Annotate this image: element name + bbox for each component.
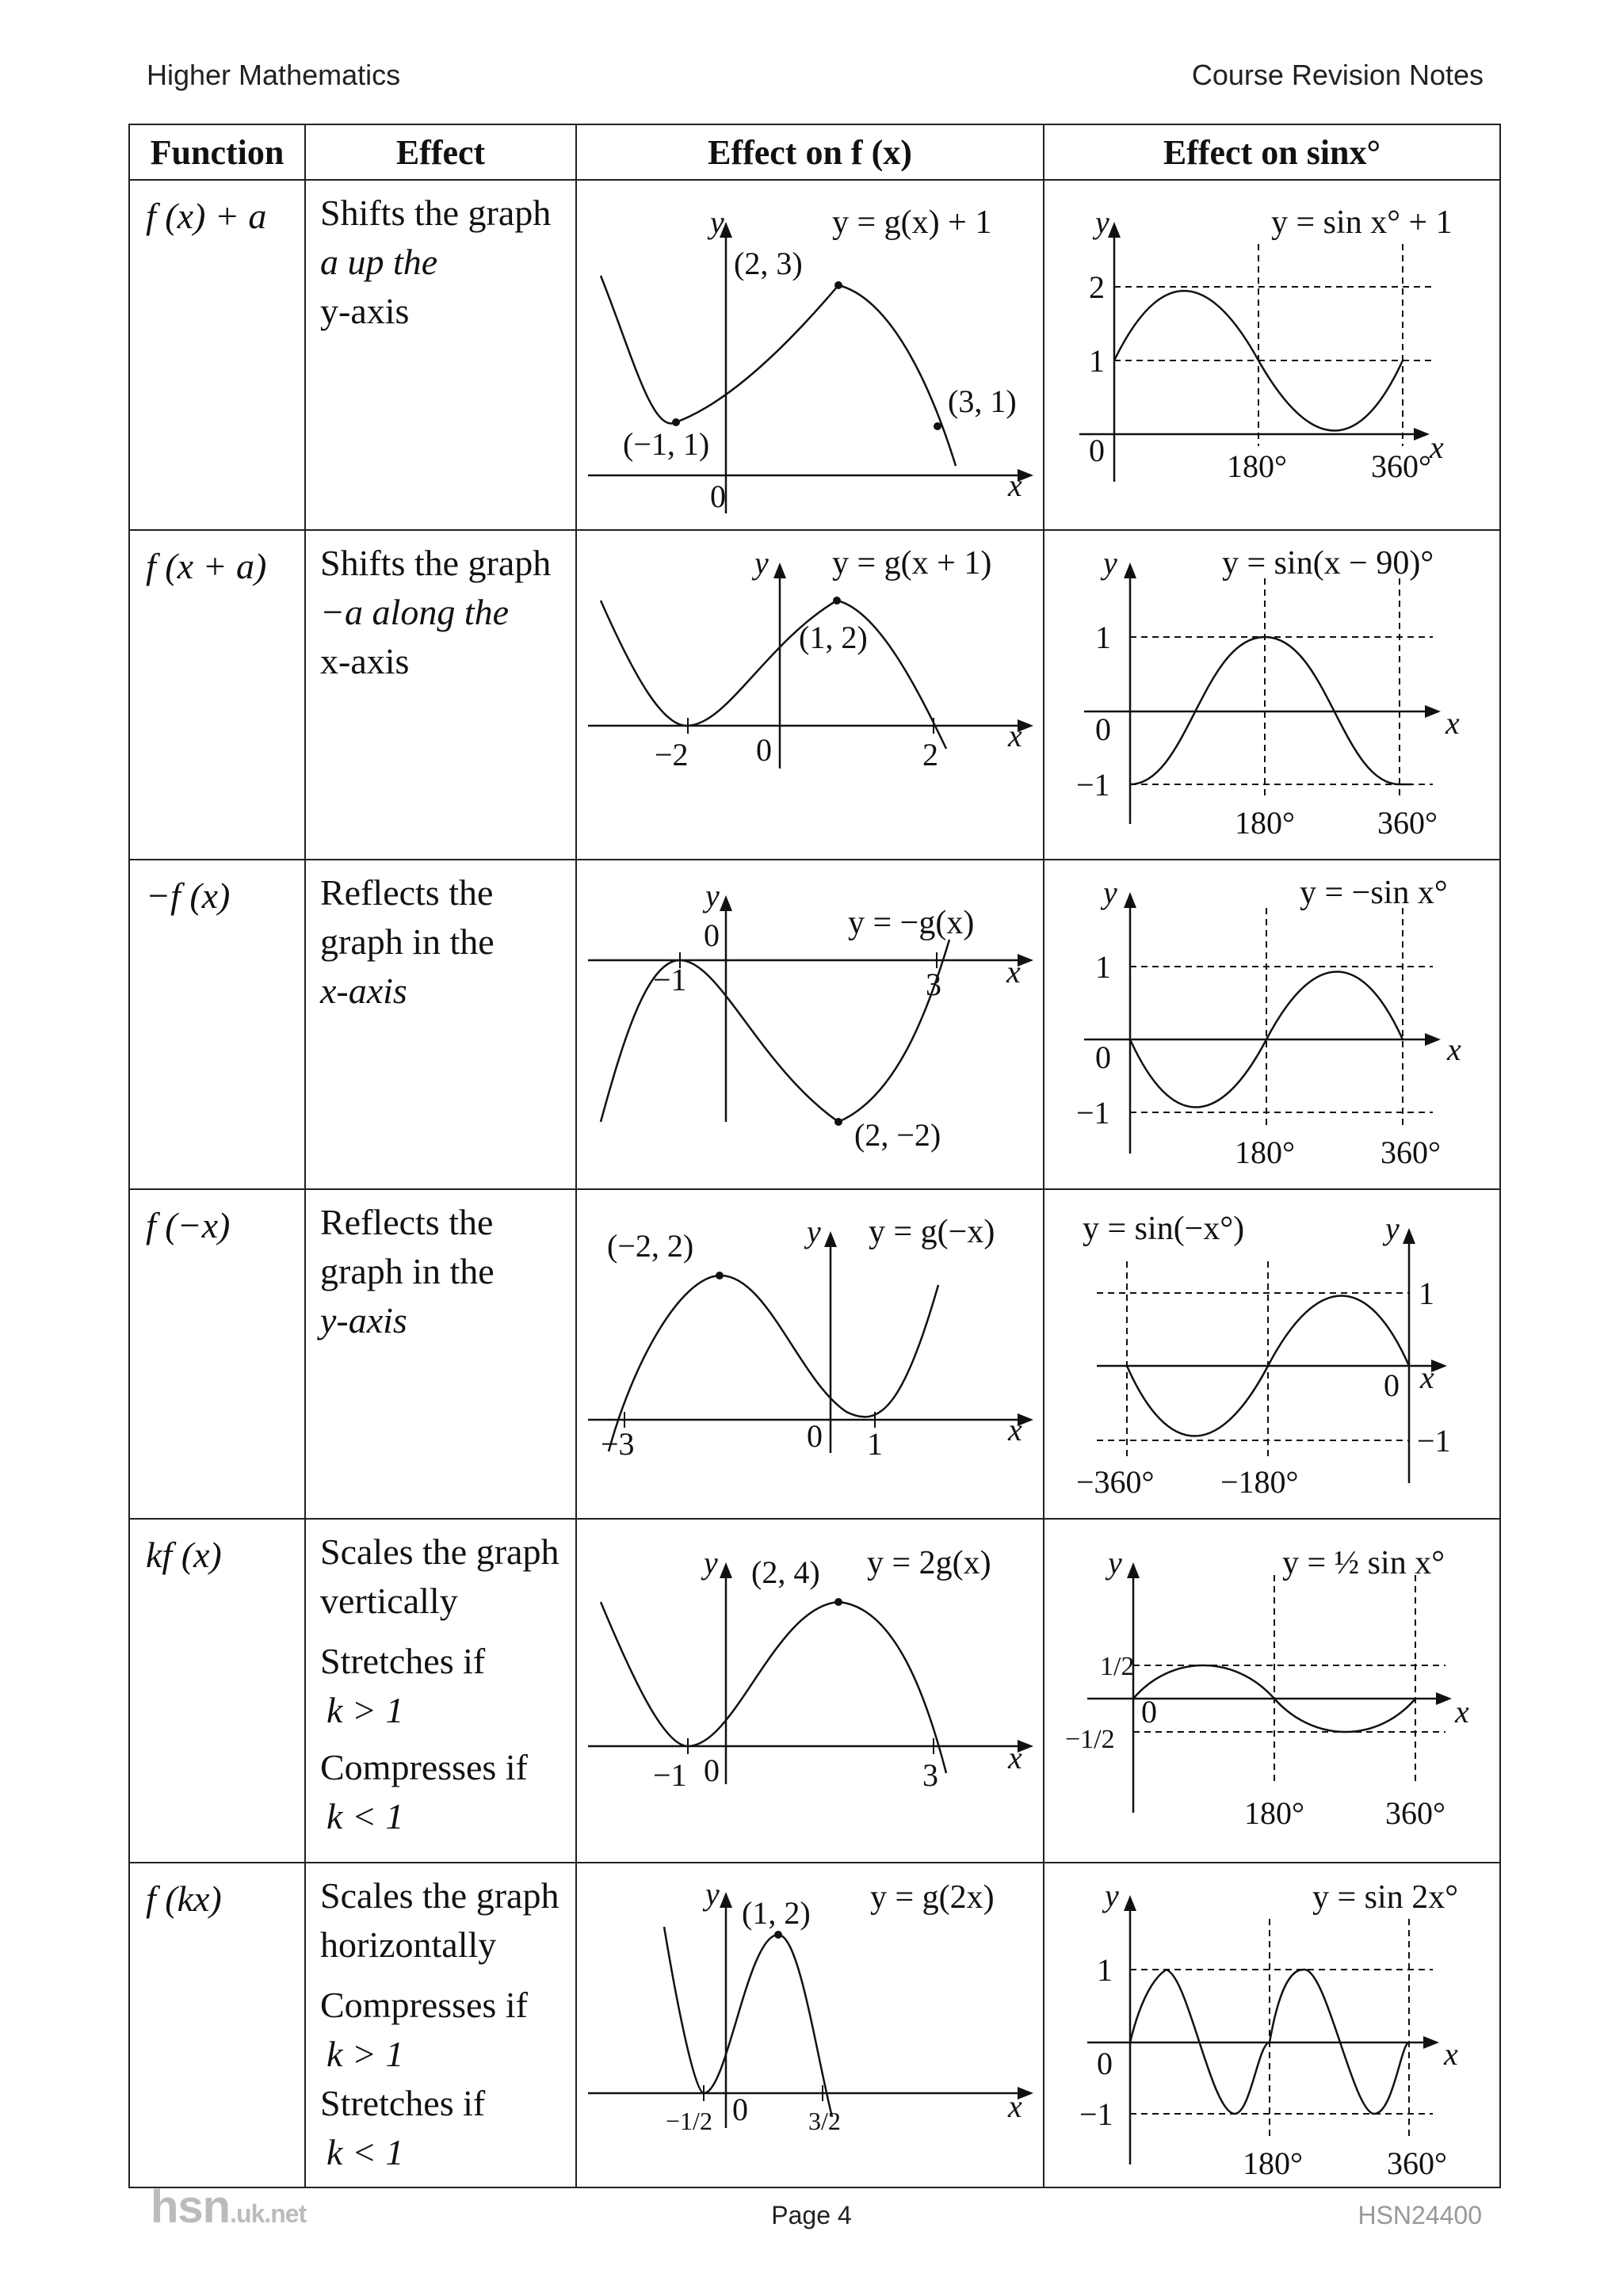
svg-text:x: x [1455, 1694, 1469, 1730]
svg-text:0: 0 [1095, 711, 1111, 747]
table-row [129, 1189, 1500, 1519]
svg-text:x: x [1008, 718, 1022, 753]
function-cell: f (x) + a [146, 196, 267, 236]
sin-graph [1044, 860, 1499, 1188]
table-header-row [129, 124, 1500, 180]
svg-text:y: y [1103, 545, 1117, 581]
svg-text:0: 0 [807, 1418, 823, 1454]
svg-text:x: x [1447, 1032, 1461, 1067]
svg-text:180°: 180° [1235, 805, 1295, 841]
svg-text:−360°: −360° [1076, 1464, 1155, 1500]
svg-text:y: y [705, 1876, 720, 1912]
svg-text:x: x [1008, 467, 1022, 503]
g-graph [577, 1520, 1043, 1862]
function-cell: f (kx) [146, 1878, 222, 1919]
svg-text:0: 0 [1095, 1039, 1111, 1075]
svg-text:−2: −2 [655, 737, 689, 772]
svg-text:3: 3 [922, 1757, 938, 1793]
svg-text:2: 2 [1089, 269, 1105, 305]
svg-text:1: 1 [867, 1426, 883, 1462]
g-equation: y = 2g(x) [867, 1545, 991, 1581]
header-subtitle: Course Revision Notes [1191, 59, 1484, 91]
svg-text:x: x [1008, 2088, 1022, 2124]
svg-text:(2, 4): (2, 4) [751, 1554, 820, 1590]
sin-equation: y = −sin x° [1300, 875, 1448, 911]
table-row [129, 530, 1500, 860]
effect-cell: Reflects the graph in the y-axis [320, 1202, 495, 1341]
svg-text:x: x [1444, 2036, 1458, 2072]
g-graph [577, 1190, 1043, 1518]
svg-text:(2, 3): (2, 3) [734, 246, 803, 281]
col-function: Function [129, 124, 305, 180]
function-cell: −f (x) [146, 875, 231, 916]
page-number: Page 4 [771, 2201, 852, 2229]
svg-text:−1: −1 [1076, 767, 1110, 803]
function-cell: kf (x) [146, 1535, 222, 1575]
g-graph [577, 1863, 1043, 2187]
svg-text:(1, 2): (1, 2) [799, 620, 868, 655]
svg-text:y: y [705, 878, 720, 913]
svg-text:180°: 180° [1243, 2145, 1303, 2181]
effect-cell: Reflects the graph in the x-axis [320, 872, 495, 1011]
svg-text:180°: 180° [1227, 448, 1287, 484]
svg-text:x: x [1008, 1740, 1022, 1775]
svg-text:y: y [1385, 1211, 1400, 1246]
svg-text:y: y [754, 545, 769, 581]
svg-text:y: y [807, 1214, 821, 1249]
svg-text:y: y [1105, 1878, 1119, 1913]
svg-text:3: 3 [926, 967, 941, 1002]
svg-text:−1: −1 [653, 1757, 687, 1793]
g-equation: y = −g(x) [848, 905, 975, 941]
svg-text:y: y [1108, 1545, 1122, 1581]
svg-text:180°: 180° [1244, 1795, 1304, 1831]
svg-text:0: 0 [732, 2092, 748, 2127]
svg-text:360°: 360° [1371, 448, 1431, 484]
svg-text:−1/2: −1/2 [666, 2107, 712, 2135]
sin-equation: y = sin x° + 1 [1271, 204, 1453, 241]
svg-text:1: 1 [1089, 343, 1105, 379]
svg-text:x: x [1008, 1412, 1022, 1447]
col-effect-on-sin: Effect on sinx° [1044, 124, 1500, 180]
sin-graph [1044, 1190, 1499, 1518]
svg-text:1: 1 [1095, 620, 1111, 655]
svg-text:1: 1 [1095, 949, 1111, 985]
svg-text:−1: −1 [1076, 1095, 1110, 1131]
svg-text:y: y [1103, 875, 1117, 910]
table-row [129, 860, 1500, 1189]
svg-text:0: 0 [1097, 2046, 1113, 2081]
svg-text:360°: 360° [1385, 1795, 1445, 1831]
svg-text:0: 0 [710, 479, 726, 514]
g-equation: y = g(−x) [869, 1214, 995, 1250]
svg-text:(−1, 1): (−1, 1) [623, 426, 710, 462]
svg-text:2: 2 [922, 737, 938, 772]
svg-text:0: 0 [704, 917, 720, 953]
svg-text:0: 0 [756, 732, 772, 768]
col-effect-on-f: Effect on f (x) [576, 124, 1044, 180]
g-equation: y = g(x + 1) [832, 545, 992, 582]
svg-text:−1/2: −1/2 [1065, 1725, 1115, 1754]
svg-text:(2, −2): (2, −2) [854, 1117, 941, 1153]
function-cell: f (−x) [146, 1205, 231, 1245]
svg-text:−3: −3 [601, 1426, 635, 1462]
table-row [129, 1863, 1500, 2187]
svg-text:−180°: −180° [1220, 1464, 1299, 1500]
svg-text:0: 0 [1141, 1694, 1157, 1730]
svg-text:y: y [704, 1545, 718, 1581]
svg-text:1/2: 1/2 [1100, 1652, 1135, 1681]
svg-text:360°: 360° [1387, 2145, 1447, 2181]
effect-cell: Scales the graph horizontally Compresses if k > 1 Stretches if k < 1 [320, 1875, 559, 2172]
sin-graph [1044, 1863, 1499, 2187]
svg-text:180°: 180° [1235, 1135, 1295, 1170]
g-equation: y = g(2x) [870, 1879, 995, 1916]
svg-text:(−2, 2): (−2, 2) [607, 1228, 694, 1264]
header-title: Higher Mathematics [147, 59, 401, 91]
svg-text:(3, 1): (3, 1) [948, 383, 1017, 419]
sin-equation: y = sin 2x° [1312, 1879, 1458, 1916]
svg-text:0: 0 [704, 1753, 720, 1788]
svg-text:x: x [1006, 954, 1021, 990]
sin-graph [1044, 531, 1499, 859]
svg-text:−1: −1 [653, 962, 687, 997]
svg-text:y: y [710, 204, 724, 240]
hsn-logo: hsn.uk.net [151, 2181, 307, 2233]
g-graph [577, 860, 1043, 1188]
svg-text:x: x [1445, 705, 1460, 741]
svg-text:x: x [1420, 1360, 1434, 1395]
sin-graph [1044, 1520, 1499, 1862]
document-code: HSN24400 [1358, 2201, 1482, 2229]
svg-text:1: 1 [1419, 1276, 1434, 1311]
sin-equation: y = sin(x − 90)° [1222, 545, 1434, 582]
svg-text:(1, 2): (1, 2) [742, 1895, 811, 1931]
transformations-table [128, 124, 1501, 2188]
svg-text:−1: −1 [1079, 2096, 1113, 2132]
g-equation: y = g(x) + 1 [832, 204, 992, 241]
effect-cell: Scales the graph vertically Stretches if k > 1 Compresses if k < 1 [320, 1531, 559, 1836]
col-effect: Effect [305, 124, 576, 180]
svg-text:360°: 360° [1377, 805, 1438, 841]
svg-text:360°: 360° [1381, 1135, 1441, 1170]
effect-cell: Shifts the graph −a along the x-axis [320, 543, 552, 681]
svg-text:3/2: 3/2 [808, 2107, 841, 2135]
g-graph [577, 181, 1043, 529]
svg-text:−1: −1 [1417, 1423, 1451, 1459]
sin-equation: y = sin(−x°) [1083, 1211, 1245, 1247]
effect-cell: Shifts the graph a up the y-axis [320, 193, 552, 331]
sin-graph [1044, 181, 1499, 529]
svg-text:x: x [1430, 429, 1444, 465]
svg-text:y: y [1095, 204, 1109, 240]
svg-text:1: 1 [1097, 1952, 1113, 1988]
table-row [129, 1519, 1500, 1863]
svg-text:0: 0 [1384, 1367, 1400, 1403]
table-row [129, 180, 1500, 530]
g-graph [577, 531, 1043, 859]
svg-text:0: 0 [1089, 433, 1105, 468]
function-cell: f (x + a) [146, 546, 267, 586]
sin-equation: y = ½ sin x° [1282, 1545, 1445, 1581]
